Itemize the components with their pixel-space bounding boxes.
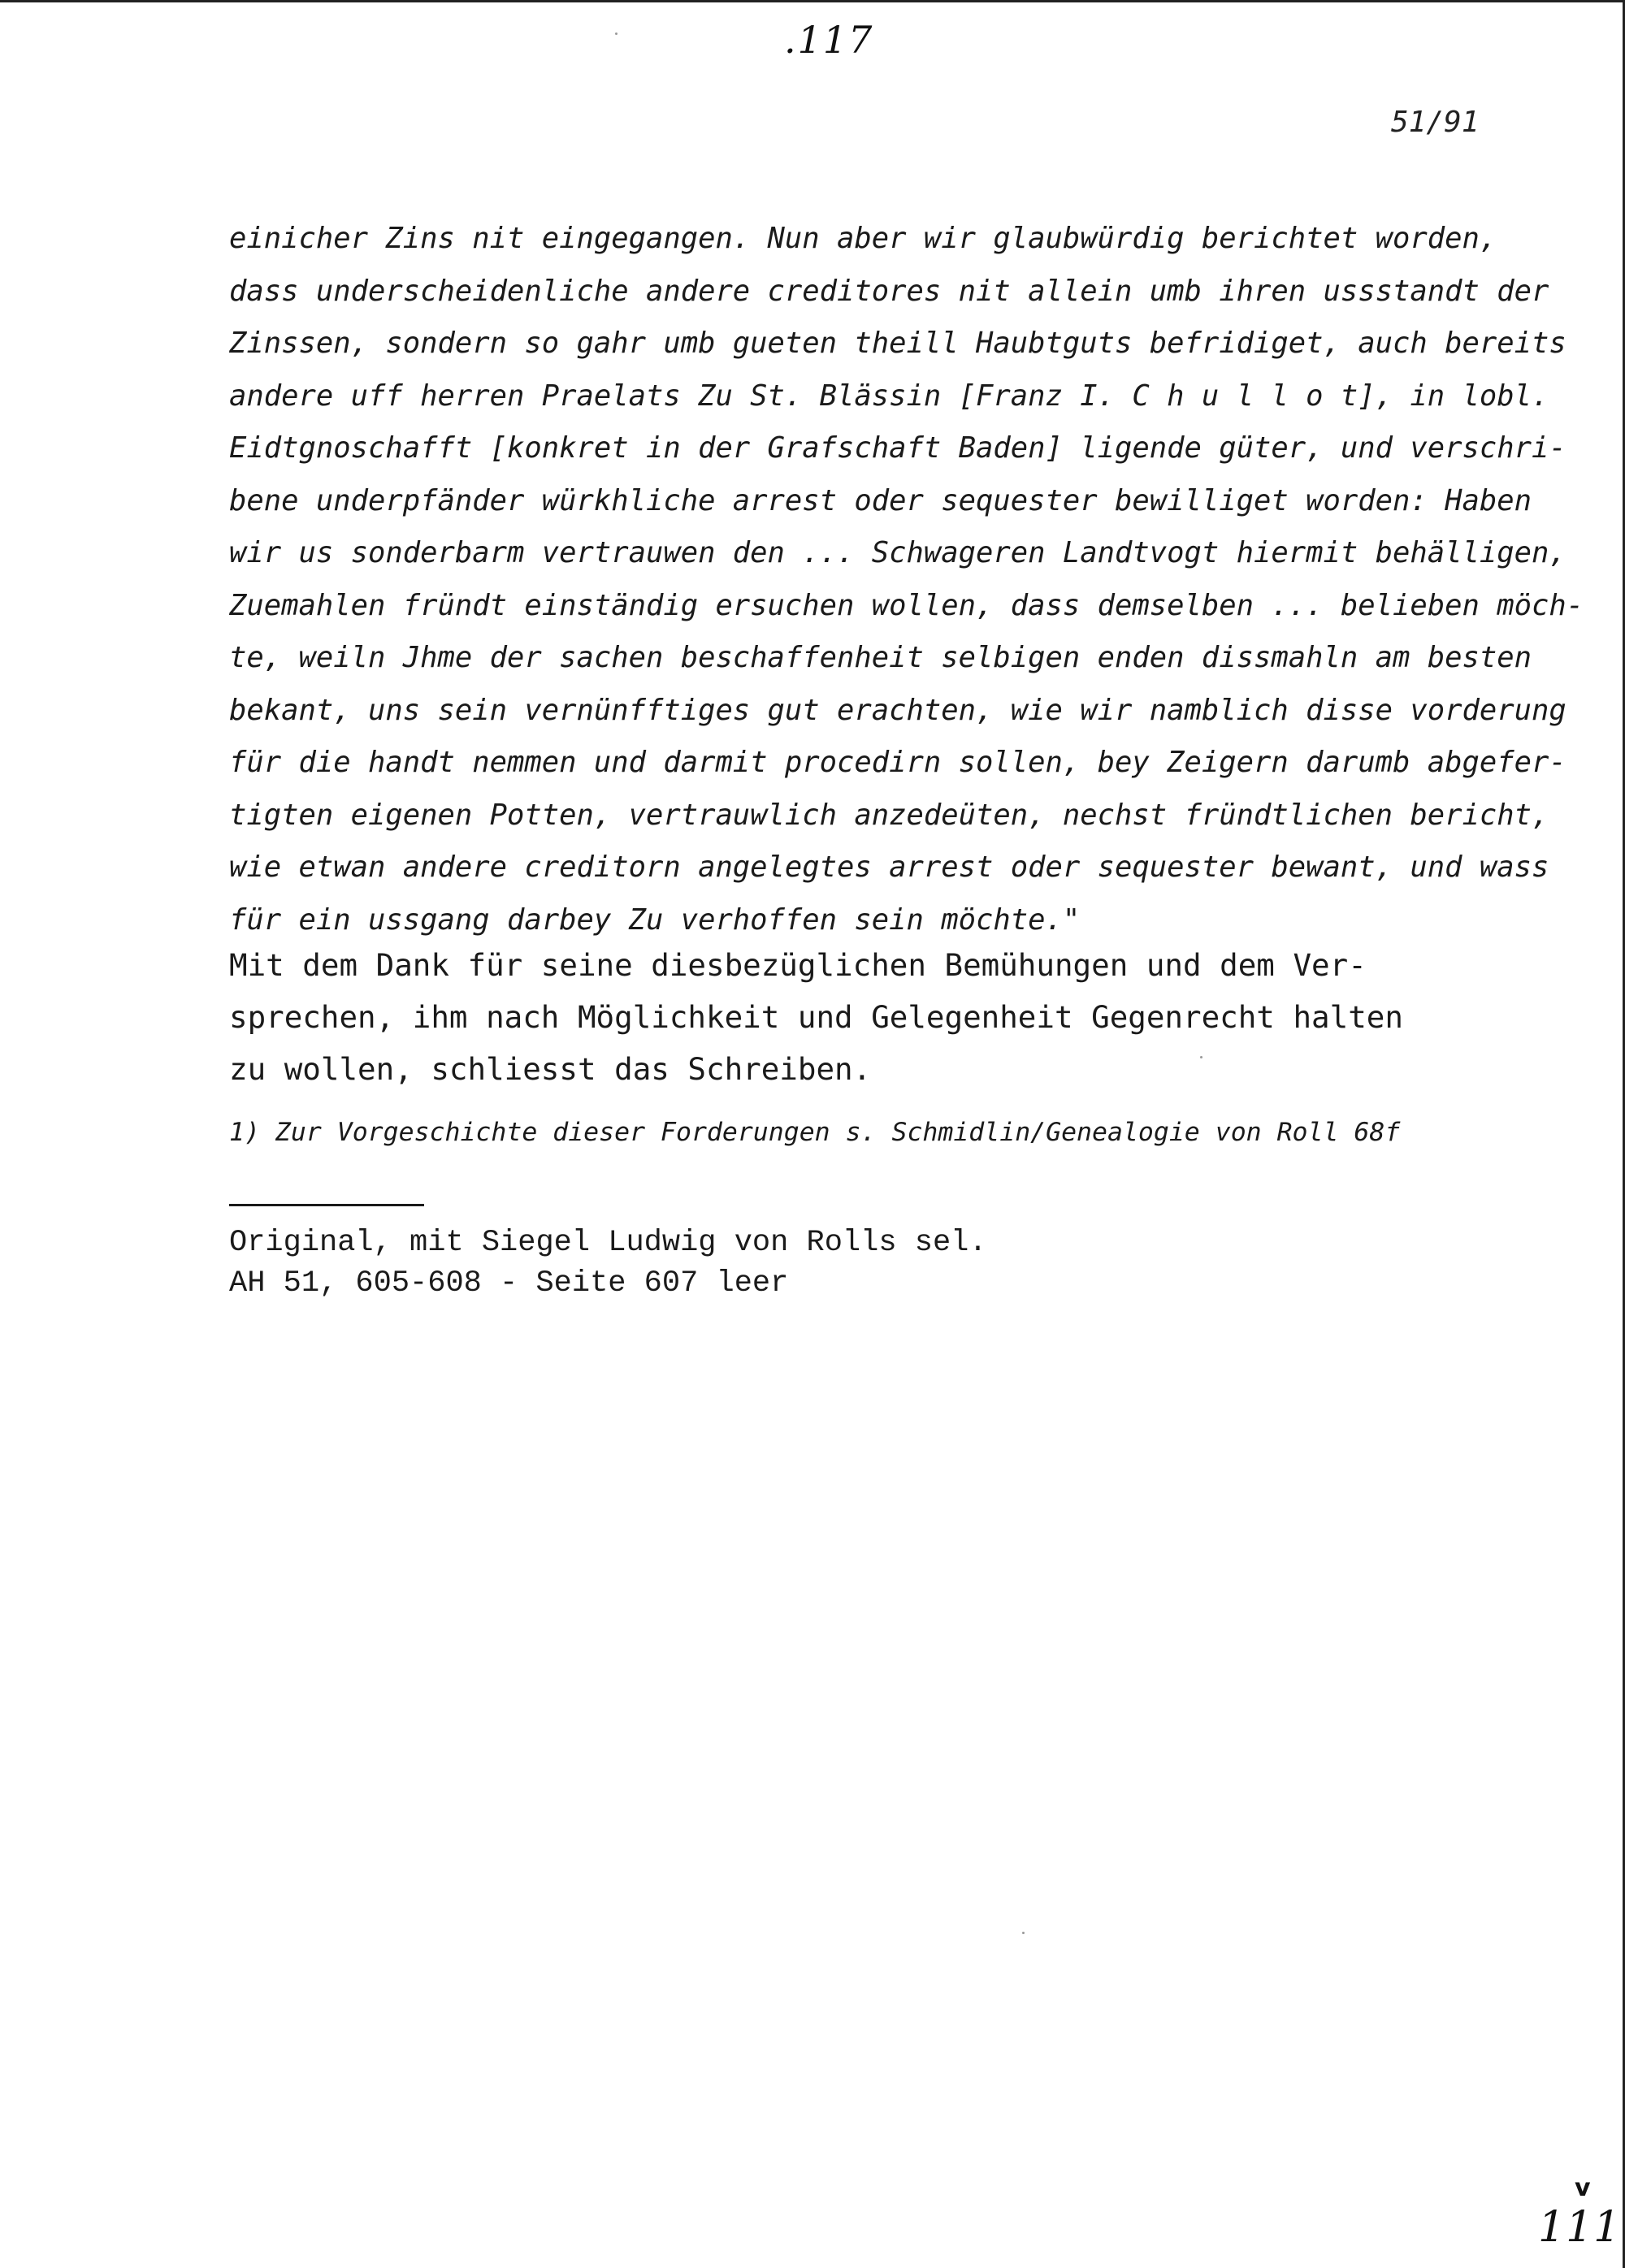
quote-line: Zuemahlen fründt einständig ersuchen wollen, dass demselben ... belieben möch- (229, 588, 1584, 622)
quote-line: andere uff herren Praelats Zu St. Blässin [Franz I. C h u l l o t], in lobl. (229, 379, 1549, 413)
scan-speck (615, 32, 618, 35)
quote-line: Eidtgnoschafft [konkret in der Grafschaft Baden] ligende güter, und verschri- (229, 431, 1566, 465)
separator-rule (229, 1204, 424, 1206)
source-line: AH 51, 605-608 - Seite 607 leer (229, 1266, 789, 1301)
scan-speck (1200, 1056, 1202, 1058)
footnote: 1) Zur Vorgeschichte dieser Forderungen s. Schmidlin/Genealogie von Roll 68f (229, 1118, 1401, 1147)
handwritten-folio-number: .117 (784, 18, 874, 62)
scan-speck (1022, 1932, 1025, 1934)
quote-line: dass underscheidenliche andere creditores nit allein umb ihren ussstandt der (229, 274, 1549, 308)
summary-line: sprechen, ihm nach Möglichkeit und Gelegenheit Gegenrecht halten (229, 999, 1403, 1035)
quote-line: Zinssen, sondern so gahr umb gueten theill Haubtguts befridiget, auch bereits (229, 327, 1566, 360)
handwritten-check-mark: v (1575, 2174, 1591, 2202)
quoted-letter-text (229, 213, 1584, 946)
quote-line: bekant, uns sein vernünfftiges gut erachten, wie wir namblich disse vorderung (229, 693, 1566, 727)
scan-border-top (0, 0, 1623, 2)
quote-line: einicher Zins nit eingegangen. Nun aber wir glaubwürdig berichtet worden, (229, 222, 1497, 255)
quote-line: für die handt nemmen und darmit procedirn sollen, bey Zeigern darumb abgefer- (229, 746, 1566, 779)
quote-line: wie etwan andere creditorn angelegtes arrest oder sequester bewant, und wass (229, 850, 1549, 884)
handwritten-bottom-number: 111 (1538, 2203, 1622, 2252)
quote-line: für ein ussgang darbey Zu verhoffen sein möchte." (229, 902, 1081, 937)
summary-line: zu wollen, schliesst das Schreiben. (229, 1051, 872, 1087)
page-number: 51/91 (1391, 106, 1480, 139)
quote-line: te, weiln Jhme der sachen beschaffenheit selbigen enden dissmahln am besten (229, 641, 1532, 674)
source-line: Original, mit Siegel Ludwig von Rolls sel. (229, 1226, 987, 1260)
source-note (229, 1223, 987, 1304)
quote-line: bene underpfänder würkhliche arrest oder sequester bewilliget worden: Haben (229, 483, 1532, 517)
summary-line: Mit dem Dank für seine diesbezüglichen Bemühungen und dem Ver- (229, 947, 1367, 983)
quote-line: tigten eigenen Potten, vertrauwlich anzedeüten, nechst fründtlichen bericht, (229, 798, 1549, 832)
summary-paragraph (229, 939, 1562, 1095)
quote-line: wir us sonderbarm vertrauwen den ... Schwageren Landtvogt hiermit behälligen, (229, 536, 1566, 569)
